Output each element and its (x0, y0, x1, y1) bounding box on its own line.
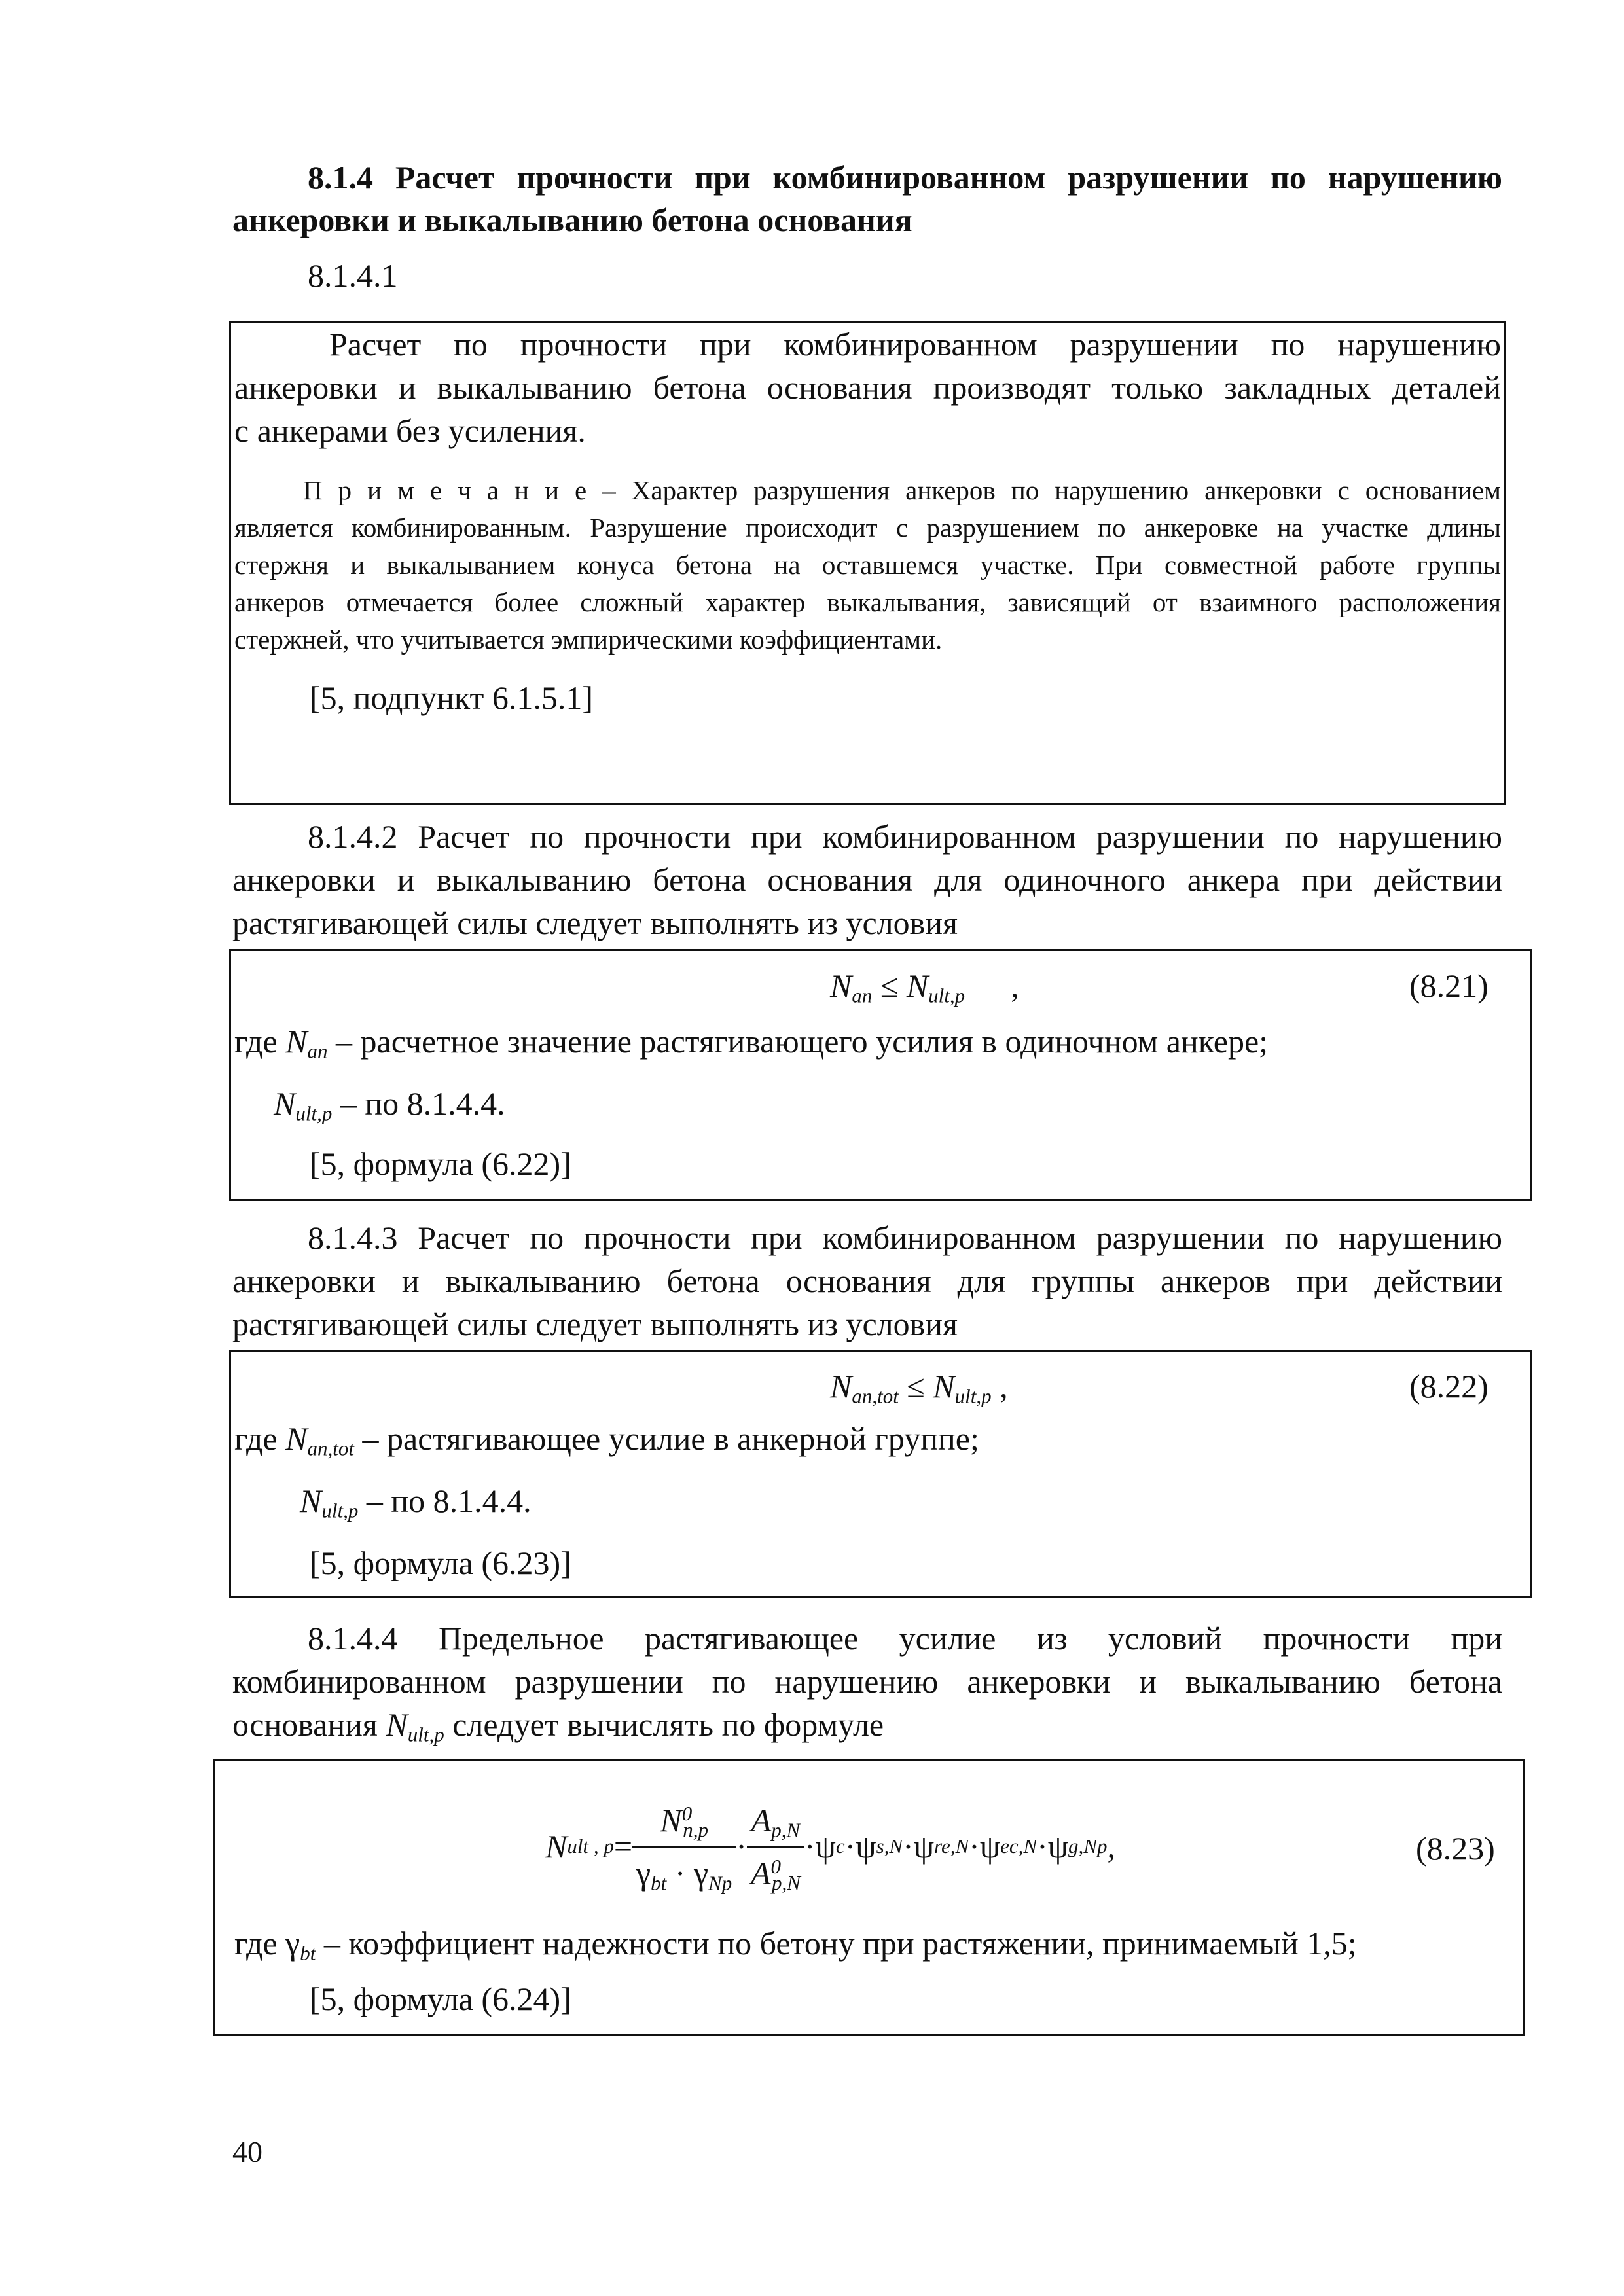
box1-line1: Расчет по прочности при комбинированном разрушении по нарушению (329, 326, 1501, 363)
p8142-line2: анкеровки и выкалыванию бетона основания для одиночного анкера при действии (232, 861, 1502, 898)
box1-note-line4: анкеров отмечается более сложный характер выкалывания, зависящий от взаимного расположения (234, 587, 1501, 617)
eq-number-823: (8.23) (1416, 1830, 1495, 1867)
box3-reference: [5, формула (6.23)] (310, 1545, 571, 1581)
formula-823-frame (213, 1759, 1525, 2036)
fraction-a-over-a0 (747, 1799, 804, 1895)
box1-line3: с анкерами без усиления. (234, 412, 586, 449)
p8144-line2: комбинированном разрушении по нарушению анкеровки и выкалыванию бетона (232, 1663, 1502, 1700)
eq-number-822: (8.22) (1409, 1368, 1489, 1405)
fraction1-denominator: $\gamma_{bt} \cdot \gamma_{Np}$ (636, 1854, 732, 1895)
box2-where-line: где $N_{an}$ – расчетное значение растягивающего усилия в одиночном анкере; (234, 1023, 1269, 1063)
p8143-line1: 8.1.4.3 Расчет по прочности при комбинированном разрушении по нарушению (308, 1219, 1502, 1256)
formula-822: $N_{an,tot} \le N_{ult,p}$ , (830, 1368, 1008, 1408)
note-label: П р и м е ч а н и е (303, 475, 587, 505)
box1-line2: анкеровки и выкалыванию бетона основания производят только закладных деталей (234, 369, 1501, 406)
p8143-line2: анкеровки и выкалыванию бетона основания для группы анкеров при действии (232, 1263, 1502, 1299)
section-heading-line2: анкеровки и выкалыванию бетона основания (232, 202, 912, 238)
formula-821-frame (229, 949, 1532, 1201)
section-heading-line1: 8.1.4 Расчет прочности при комбинированном разрушении по нарушению (308, 159, 1502, 196)
box1-note-line2: является комбинированным. Разрушение происходит с разрушением по анкеровке на участке длины (234, 512, 1501, 543)
box3-where-line: где $N_{an,tot}$ – растягивающее усилие в анкерной группе; (234, 1420, 979, 1460)
p8144-line3: основания $N_{ult,p}$ следует вычислять по формуле (232, 1706, 884, 1746)
page-number: 40 (232, 2135, 262, 2168)
box1-note-line3: стержня и выкалыванием конуса бетона на оставшемся участке. При совместной работе группы (234, 550, 1501, 580)
box4-reference: [5, формула (6.24)] (310, 1981, 571, 2017)
clause-8141-frame (229, 321, 1506, 805)
fraction1-numerator: $N^0_{n,p}$ (632, 1799, 736, 1848)
formula-823: N ult , p = $\frac{N^0_{n,p}}{\gamma_{bt} \cdot \gamma_{Np}}$ · $\frac{A_{p,N}}{A^0_{p,N}}$ · ψ c · ψ s,N · ψ re,N · ψ ec,N · ψ g,Np , (545, 1784, 1115, 1909)
box3-definition: $N_{ult,p}$ – по 8.1.4.4. (300, 1482, 532, 1522)
note-text-1: – Характер разрушения анкеров по нарушению анкеровки с основанием (586, 475, 1501, 505)
fraction2-denominator: $A^0_{p,N}$ (750, 1854, 801, 1895)
box1-reference: [5, подпункт 6.1.5.1] (310, 679, 594, 716)
formula-821: $N_{an} \le N_{ult,p}$ , (830, 967, 1019, 1007)
fraction2-numerator: $A_{p,N}$ (747, 1799, 804, 1848)
box4-where-line: где $\gamma_{bt}$ – коэффициент надежности по бетону при растяжении, принимаемый 1,5; (234, 1925, 1357, 1965)
p8144-line1: 8.1.4.4 Предельное растягивающее усилие из условий прочности при (308, 1620, 1502, 1657)
box2-reference: [5, формула (6.22)] (310, 1145, 571, 1182)
box2-definition: $N_{ult,p}$ – по 8.1.4.4. (274, 1085, 505, 1125)
box1-note-line5: стержней, что учитывается эмпирическими коэффициентами. (234, 624, 943, 655)
eq-number-821: (8.21) (1409, 967, 1489, 1004)
p8142-line3: растягивающей силы следует выполнять из условия (232, 905, 958, 941)
clause-number-8141: 8.1.4.1 (308, 257, 398, 294)
box1-note-line1 (303, 472, 1501, 509)
equals-sign: = (613, 1828, 633, 1865)
fraction-n-over-gamma (632, 1799, 736, 1895)
p8142-line1: 8.1.4.2 Расчет по прочности при комбинированном разрушении по нарушению (308, 818, 1502, 855)
formula-822-frame (229, 1350, 1532, 1598)
p8143-line3: растягивающей силы следует выполнять из условия (232, 1306, 958, 1342)
lhs-N: N (545, 1828, 568, 1865)
